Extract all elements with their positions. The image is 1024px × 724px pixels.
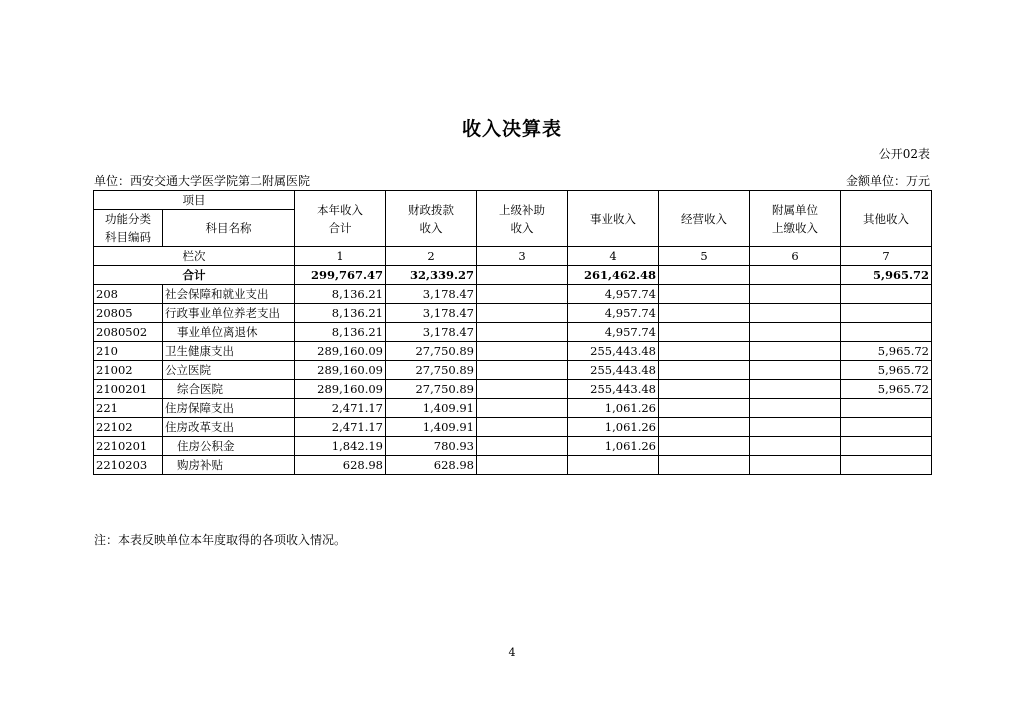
amount-cell (659, 437, 750, 456)
amount-unit: 金额单位：万元 (845, 174, 930, 188)
form-number: 公开02表 (878, 147, 930, 161)
amount-cell: 1,409.91 (386, 399, 477, 418)
amount-cell (659, 304, 750, 323)
amount-cell: 5,965.72 (841, 361, 932, 380)
amount-cell: 1,842.19 (295, 437, 386, 456)
subject-code: 22102 (94, 418, 163, 437)
amount-cell (659, 323, 750, 342)
amount-cell: 4,957.74 (568, 323, 659, 342)
amount-cell (841, 456, 932, 475)
amount-cell (477, 437, 568, 456)
report-title: 收入决算表 (461, 118, 562, 140)
header-col-7: 其他收入 (841, 191, 932, 247)
subject-name: 购房补贴 (163, 456, 295, 475)
amount-cell: 255,443.48 (568, 361, 659, 380)
amount-cell (841, 418, 932, 437)
subject-name: 住房保障支出 (163, 399, 295, 418)
amount-cell: 628.98 (386, 456, 477, 475)
amount-cell (477, 399, 568, 418)
amount-cell: 5,965.72 (841, 342, 932, 361)
amount-cell (659, 399, 750, 418)
col-number: 1 (295, 247, 386, 266)
amount-cell: 289,160.09 (295, 342, 386, 361)
amount-cell (750, 285, 841, 304)
col-number: 3 (477, 247, 568, 266)
amount-cell: 4,957.74 (568, 285, 659, 304)
header-col-5: 经营收入 (659, 191, 750, 247)
total-value: 299,767.47 (295, 266, 386, 285)
total-value: 5,965.72 (841, 266, 932, 285)
amount-cell: 1,061.26 (568, 399, 659, 418)
amount-cell (841, 437, 932, 456)
subject-name: 住房改革支出 (163, 418, 295, 437)
subject-name: 事业单位离退休 (163, 323, 295, 342)
subject-code: 221 (94, 399, 163, 418)
amount-cell: 8,136.21 (295, 323, 386, 342)
amount-cell: 2,471.17 (295, 399, 386, 418)
total-value (750, 266, 841, 285)
amount-cell (659, 285, 750, 304)
page-number: 4 (508, 646, 516, 659)
reporting-unit: 单位：西安交通大学医学院第二附属医院 (94, 174, 311, 188)
table-note: 注：本表反映单位本年度取得的各项收入情况。 (94, 533, 347, 547)
amount-cell: 8,136.21 (295, 304, 386, 323)
amount-cell (477, 456, 568, 475)
col-index-label: 栏次 (94, 247, 295, 266)
amount-cell: 255,443.48 (568, 380, 659, 399)
subject-name: 卫生健康支出 (163, 342, 295, 361)
table-row (94, 456, 932, 475)
header-col-3: 上级补助 收入 (477, 191, 568, 247)
col-number: 2 (386, 247, 477, 266)
amount-cell: 2,471.17 (295, 418, 386, 437)
header-func-code: 功能分类 科目编码 (94, 210, 163, 247)
amount-cell (750, 437, 841, 456)
amount-cell (841, 285, 932, 304)
amount-cell (750, 418, 841, 437)
amount-cell (750, 304, 841, 323)
amount-cell (841, 323, 932, 342)
amount-cell: 3,178.47 (386, 285, 477, 304)
total-value (477, 266, 568, 285)
header-col-6: 附属单位 上缴收入 (750, 191, 841, 247)
amount-cell (568, 456, 659, 475)
amount-cell (750, 399, 841, 418)
amount-cell (659, 418, 750, 437)
total-value (659, 266, 750, 285)
amount-cell: 27,750.89 (386, 361, 477, 380)
header-item: 项目 (94, 191, 295, 210)
amount-cell: 255,443.48 (568, 342, 659, 361)
amount-cell: 27,750.89 (386, 380, 477, 399)
amount-cell (841, 399, 932, 418)
total-value: 261,462.48 (568, 266, 659, 285)
amount-cell (477, 342, 568, 361)
col-number: 6 (750, 247, 841, 266)
total-value: 32,339.27 (386, 266, 477, 285)
amount-cell: 289,160.09 (295, 380, 386, 399)
table-row (94, 323, 932, 342)
table-row (94, 342, 932, 361)
subject-name: 行政事业单位养老支出 (163, 304, 295, 323)
table-row (94, 304, 932, 323)
subject-code: 2210201 (94, 437, 163, 456)
amount-cell: 1,061.26 (568, 418, 659, 437)
amount-cell (750, 380, 841, 399)
subject-name: 住房公积金 (163, 437, 295, 456)
table-row (94, 399, 932, 418)
amount-cell: 27,750.89 (386, 342, 477, 361)
subject-code: 2100201 (94, 380, 163, 399)
header-row-1 (94, 191, 932, 210)
table-row (94, 380, 932, 399)
amount-cell (477, 285, 568, 304)
header-col-1: 本年收入 合计 (295, 191, 386, 247)
amount-cell (659, 361, 750, 380)
amount-cell: 3,178.47 (386, 323, 477, 342)
subject-name: 社会保障和就业支出 (163, 285, 295, 304)
table-row (94, 361, 932, 380)
subject-name: 公立医院 (163, 361, 295, 380)
table-row (94, 418, 932, 437)
table-row (94, 285, 932, 304)
subject-code: 21002 (94, 361, 163, 380)
subject-code: 2080502 (94, 323, 163, 342)
subject-name: 综合医院 (163, 380, 295, 399)
amount-cell (841, 304, 932, 323)
subject-code: 210 (94, 342, 163, 361)
header-subject-name: 科目名称 (163, 210, 295, 247)
amount-cell: 5,965.72 (841, 380, 932, 399)
amount-cell (477, 323, 568, 342)
amount-cell: 1,061.26 (568, 437, 659, 456)
amount-cell: 289,160.09 (295, 361, 386, 380)
subject-code: 208 (94, 285, 163, 304)
amount-cell: 1,409.91 (386, 418, 477, 437)
amount-cell: 3,178.47 (386, 304, 477, 323)
amount-cell (659, 456, 750, 475)
amount-cell (750, 323, 841, 342)
table-row (94, 437, 932, 456)
header-col-2: 财政拨款 收入 (386, 191, 477, 247)
column-index-row (94, 247, 932, 266)
col-number: 7 (841, 247, 932, 266)
amount-cell (659, 342, 750, 361)
amount-cell (750, 361, 841, 380)
amount-cell: 4,957.74 (568, 304, 659, 323)
amount-cell (659, 380, 750, 399)
total-row (94, 266, 932, 285)
amount-cell (477, 304, 568, 323)
income-final-accounts-table (93, 190, 932, 475)
amount-cell: 8,136.21 (295, 285, 386, 304)
amount-cell: 780.93 (386, 437, 477, 456)
total-label: 合计 (94, 266, 295, 285)
col-number: 5 (659, 247, 750, 266)
amount-cell (750, 456, 841, 475)
col-number: 4 (568, 247, 659, 266)
amount-cell (750, 342, 841, 361)
amount-cell (477, 418, 568, 437)
amount-cell (477, 361, 568, 380)
header-col-4: 事业收入 (568, 191, 659, 247)
subject-code: 20805 (94, 304, 163, 323)
amount-cell: 628.98 (295, 456, 386, 475)
subject-code: 2210203 (94, 456, 163, 475)
amount-cell (477, 380, 568, 399)
